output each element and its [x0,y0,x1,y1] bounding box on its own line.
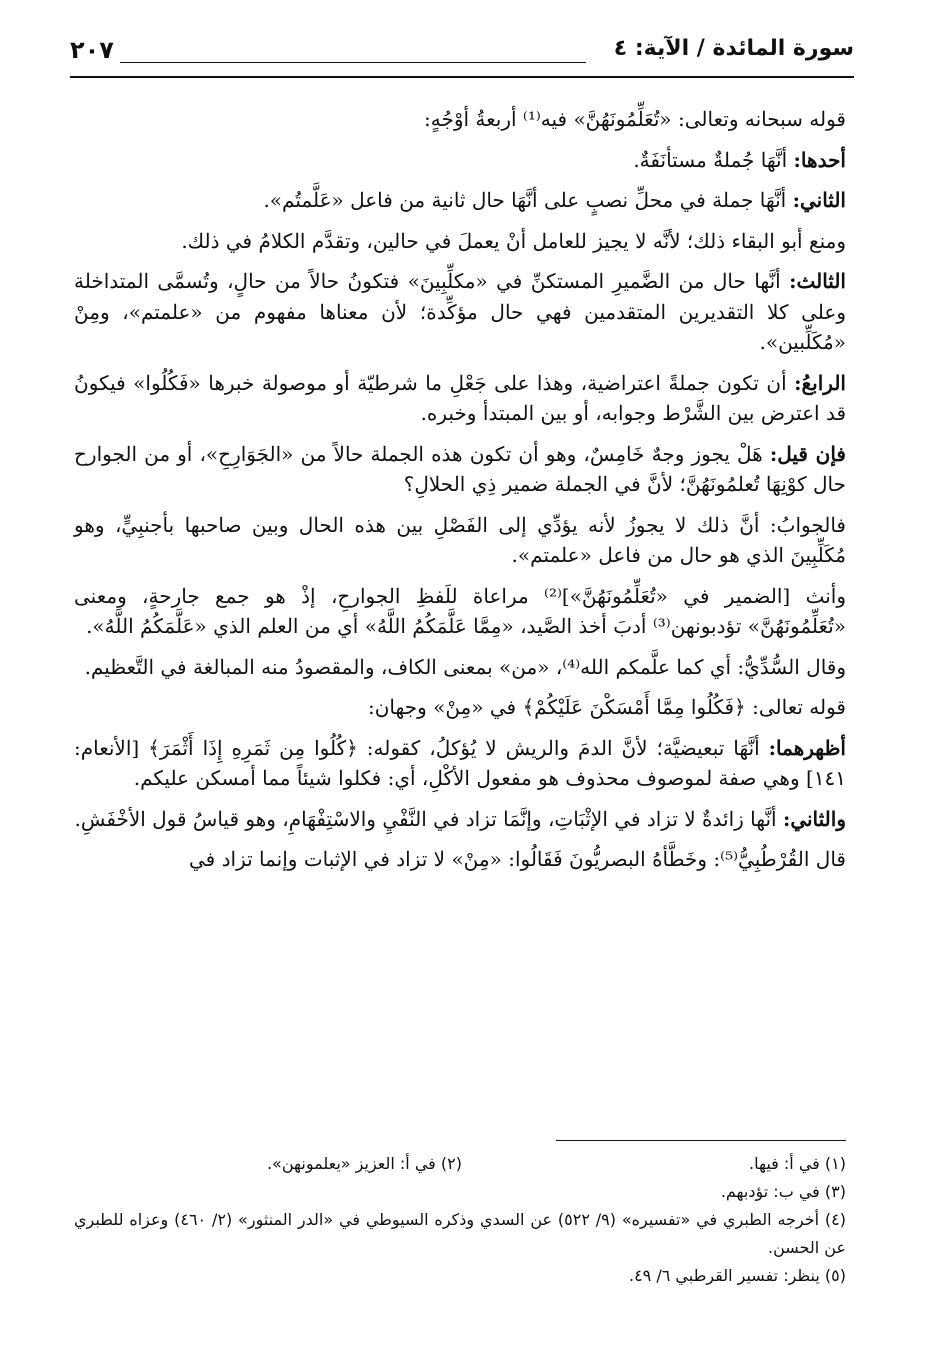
paragraph-text: ومنع أبو البقاء ذلك؛ لأنَّه لا يجيز للعامل أنْ يعملَ في حالين، وتقدَّم الكلامُ في ذلك. [181,228,846,253]
running-header [70,36,854,76]
footnote-separator [556,1140,846,1141]
footnote-1: (١) في أ: فيها. [749,1154,846,1173]
paragraph [74,368,846,429]
paragraph-text: قوله سبحانه وتعالى: «تُعَلِّمُونَهُنَّ» فيه⁽¹⁾ أربعةُ أوْجُهٍ: [424,107,846,131]
paragraph-text: أنَّهَا تبعيضيَّة؛ لأنَّ الدمَ والريش لا يُؤكلُ، كقوله: ﴿كُلُوا مِن ثَمَرِهِ إِذَا أَثْمَرَ﴾ [الأنعام: ١٤١] وهي صفة لموصوف محذوف هو مفعول الأكْلِ، أي: فكلوا شيئاً مما أمسكن عليكم. [74,735,846,790]
paragraph [74,581,846,642]
paragraph [74,692,846,723]
paragraph [74,510,846,571]
footnote-3: (٣) في ب: تؤدبهم. [720,1182,846,1201]
paragraph [74,266,846,358]
footnote-2: (٢) في أ: العزيز «يعلمونهن». [266,1154,462,1173]
paragraph-text: وقال السُّدِّيُّ: أي كما علَّمكم الله⁽⁴⁾، «من» بمعنى الكاف، والمقصودُ منه المبالغة في التَّعظيم. [84,654,846,679]
paragraph-text: أنَّها زائدةٌ لا تزاد في الإثْبَاتِ، وإنَّمَا تزاد في النَّفْيِ والاسْتِفْهَامِ، وهو قياسُ قول الأخْفَشِ. [74,806,783,831]
paragraph-lead: أظهرهما: [768,735,846,760]
paragraph-lead: فإن قيل: [769,441,846,466]
paragraph-lead: أحدها: [793,147,846,172]
paragraph-lead: الثالث: [789,269,846,293]
paragraph [74,733,846,794]
paragraph-text: أنَّها حال من الضَّميرِ المستكنِّ في «مكلِّبِينَ» فتكونُ حالاً من حالٍ، وتُسمَّى المتداخلة وعلى كلا التقديرين المتقدمين فهي حال مؤكِّدة؛ لأن معناها مفهوم من «علمتم»، ومِنْ «مُكَلِّبين». [74,269,846,354]
paragraph [74,104,846,135]
paragraph-text: أن تكون جملةً اعتراضية، وهذا على جَعْلِ ما شرطيّة أو موصولة خبرها «فَكُلُوا» فيكونُ قد اعترض بين الشَّرْط وجوابه، أو بين المبتدأ وخبره. [74,370,846,425]
paragraph-lead: الرابعُ: [794,370,846,395]
paragraph [74,185,846,216]
paragraph-lead: والثاني: [782,806,846,831]
footnote-row [74,1150,846,1178]
header-rule [120,62,586,63]
paragraph [74,439,846,500]
surah-verse-title: سورة المائدة / الآية: ٤ [613,36,854,61]
paragraph [74,652,846,683]
paragraph [74,844,846,875]
footnote-5: (٥) ينظر: تفسير القرطبي ٦/ ٤٩. [628,1266,846,1285]
page-number: ٢٠٧ [70,36,114,64]
footnotes [74,1150,846,1290]
header-underline [70,76,854,78]
paragraph-lead: الثاني: [792,188,846,212]
paragraph [74,804,846,835]
footnote-4: (٤) أخرجه الطبري في «تفسيره» (٩/ ٥٢٢) عن السدي وذكره السيوطي في «الدر المنثور» (٢/ ٤٦٠) وعزاه للطبري عن الحسن. [74,1210,847,1257]
paragraph [74,145,846,176]
paragraph-text: أنَّهَا جملة في محلِّ نصبٍ على أنَّهَا حال ثانية من فاعل «عَلَّمتُم». [263,188,793,212]
main-text [74,104,846,885]
paragraph-text: هَلْ يجوز وجهٌ خَامِسٌ، وهو أن تكون هذه الجملة حالاً من «الجَوَارِحِ»، أو من الجوارح حال كوْنِهَا تُعلمُونَهُنَّ؛ لأنَّ في الجملة ضمير ذِي الحلالِ؟ [74,441,846,496]
paragraph [74,226,846,257]
paragraph-text: فالجوابُ: أنَّ ذلك لا يجوزُ لأنه يؤدِّي إلى الفَصْلِ بين هذه الحال وبين صاحبها بأجنبِيٍّ، وهو مُكَلِّبِينَ الذي هو حال من فاعل «علمتم». [74,512,846,567]
paragraph-text: قال القُرْطُبِيُّ⁽⁵⁾: وخَطَّأهُ البصريُّونَ فَقَالُوا: «مِنْ» لا تزاد في الإثبات وإنما تزاد في [189,847,846,871]
paragraph-text: وأنث [الضمير في «تُعَلِّمُونَهُنَّ»]⁽²⁾ مراعاة للَفظِ الجوارحِ، إذْ هو جمع جارحةٍ، ومعنى «تُعَلِّمُونَهُنَّ» تؤدبونهن⁽³⁾ أدبَ أخذ الصَّيد، «مِمَّا عَلَّمَكُمُ اللَّهُ» أي من العلم الذي «عَلَّمَكُمُ اللَّهُ». [74,583,846,638]
paragraph-text: أنَّهَا جُملةٌ مستأنَفَةٌ. [633,147,794,172]
paragraph-text: قوله تعالى: ﴿فَكُلُوا مِمَّا أَمْسَكْنَ عَلَيْكُمْ﴾ في «مِنْ» وجهان: [367,695,846,719]
